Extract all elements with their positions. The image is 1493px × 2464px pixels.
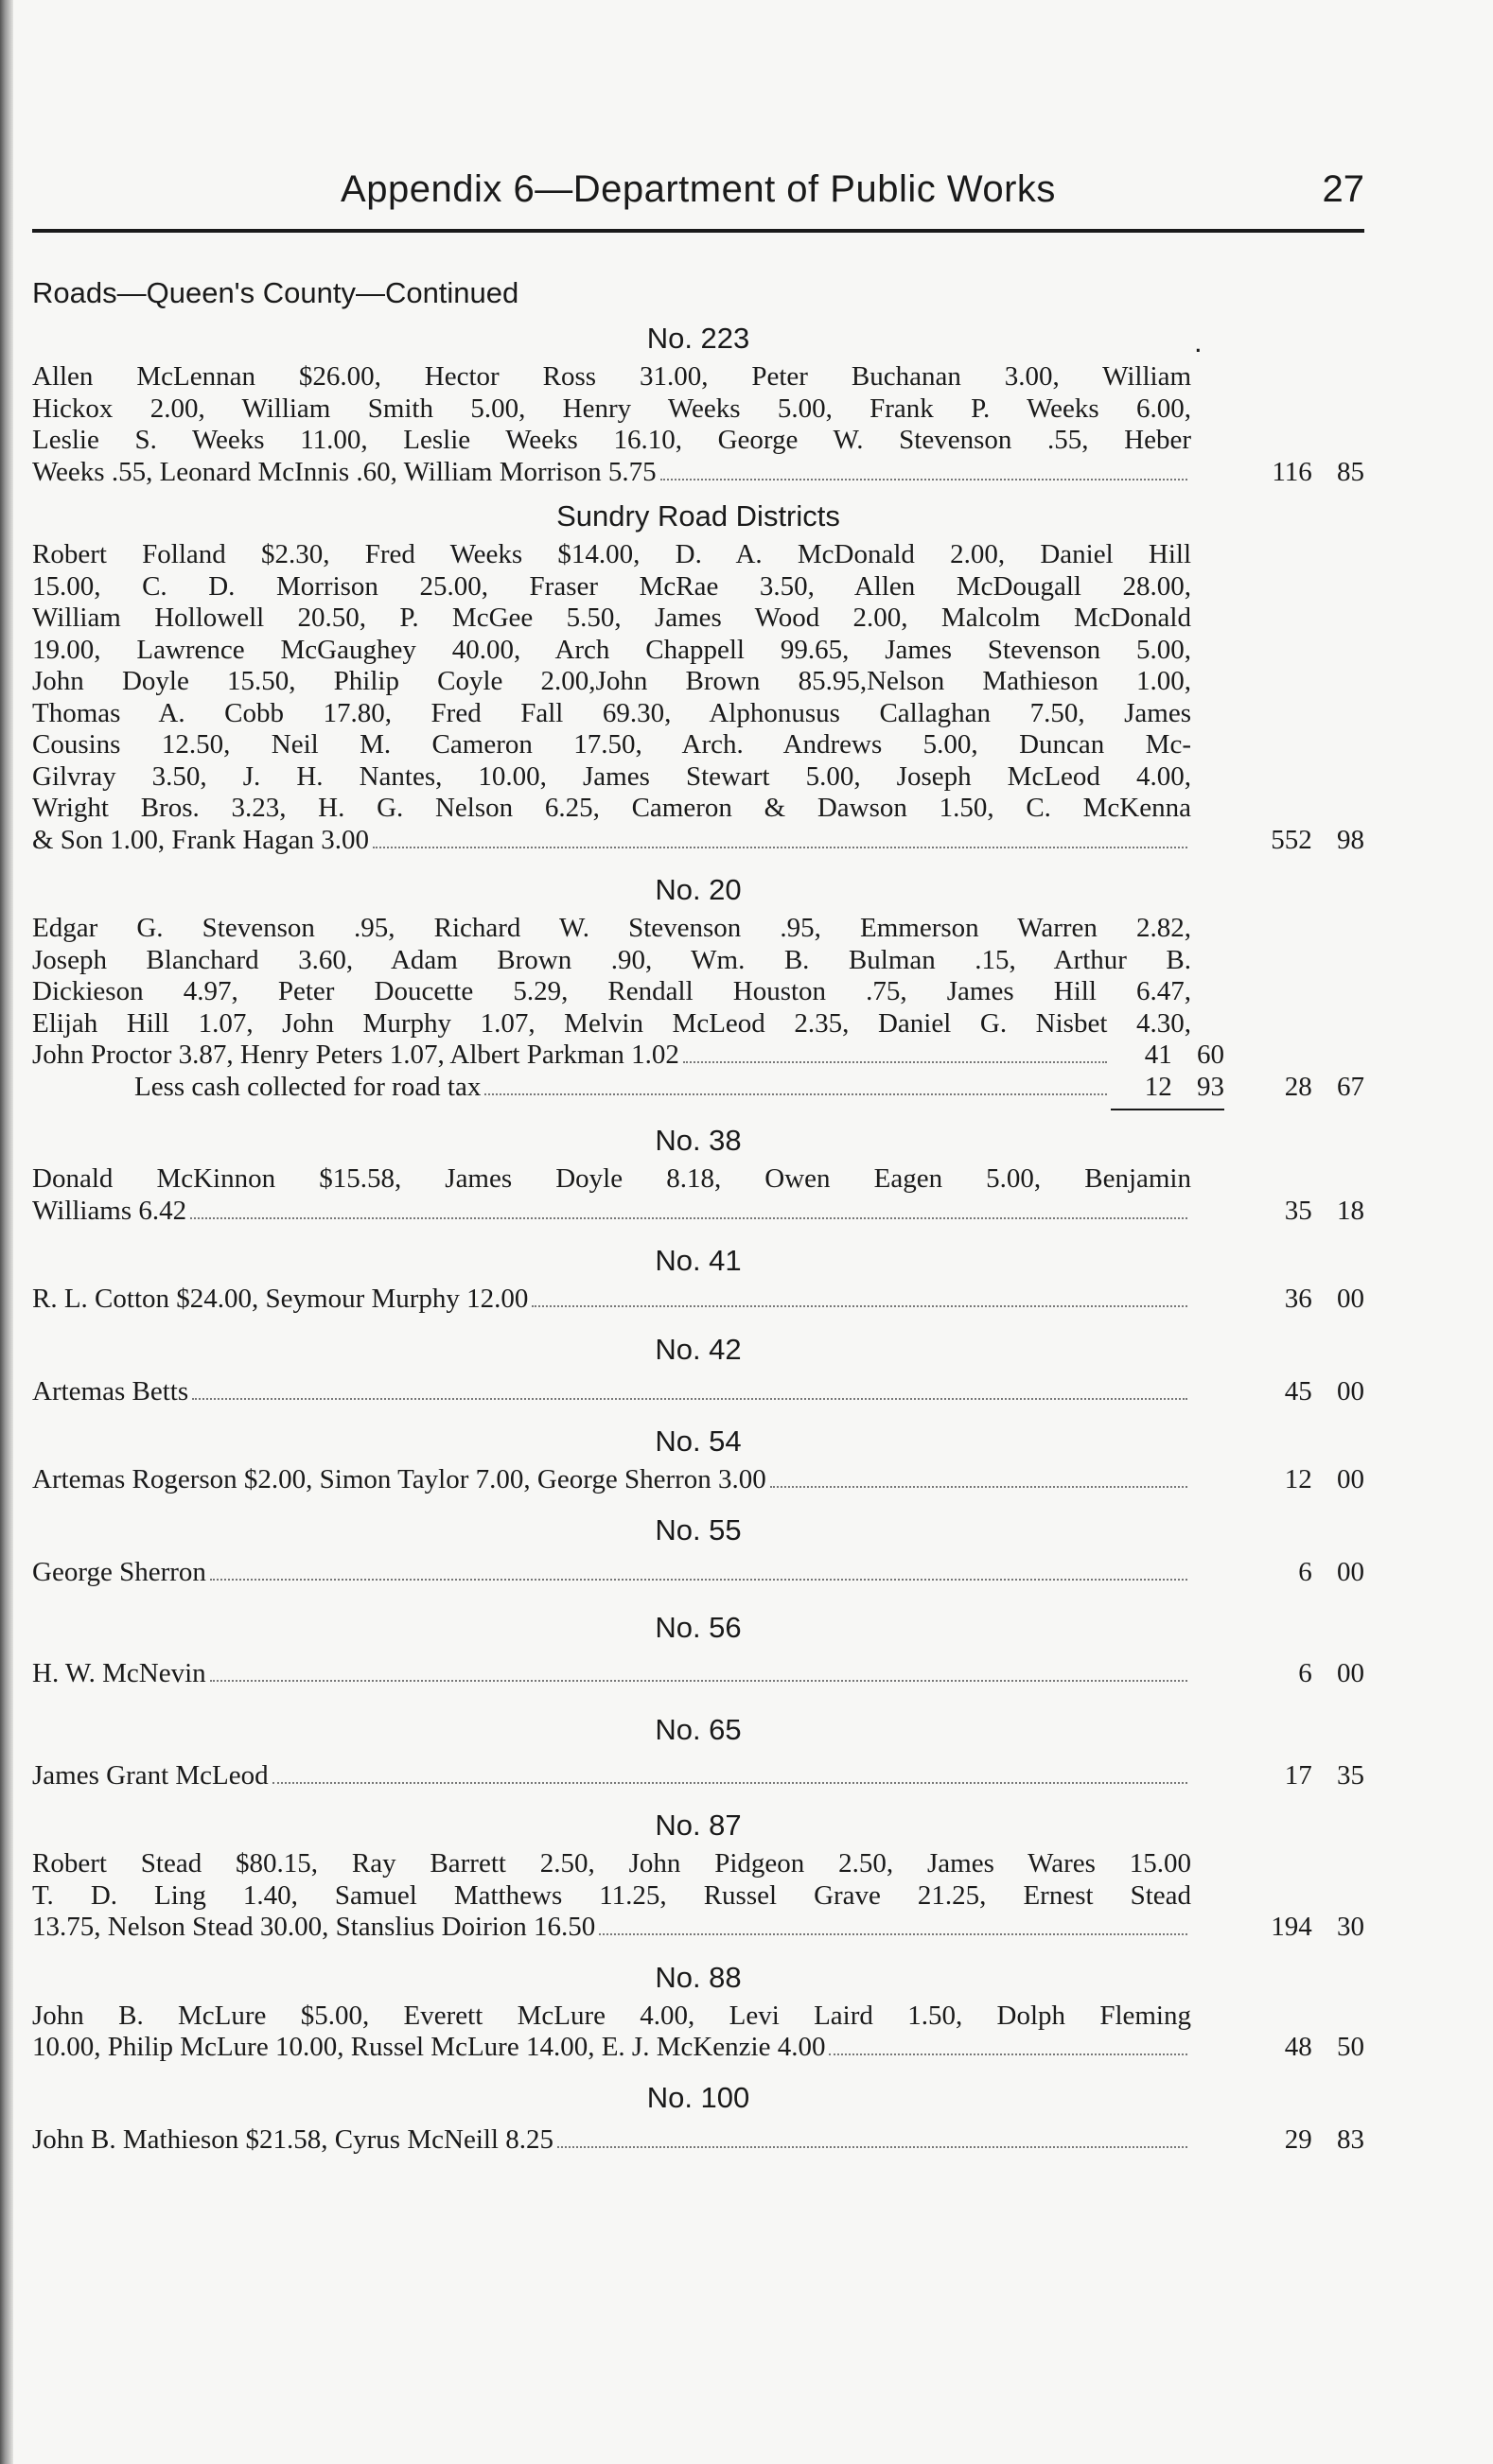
entry-total-row [32, 1284, 1364, 1316]
entry-last-line: John B. Mathieson $21.58, Cyrus McNeill 8.25 [32, 2123, 553, 2155]
subtotal-amount: 41 60 [1144, 1040, 1224, 1070]
entry-last-line: Weeks .55, Leonard McInnis .60, William Morrison 5.75 [32, 456, 657, 487]
entry-total-row [32, 825, 1364, 857]
amount: 35 18 [1284, 1195, 1364, 1226]
entry-line: Joseph Blanchard 3.60, Adam Brown .90, Wm. B. Bulman .15, Arthur B. [32, 944, 1191, 975]
entry-total-row [32, 2124, 1364, 2157]
entry-total-row [32, 1760, 1364, 1792]
entry-line: Elijah Hill 1.07, John Murphy 1.07, Melvin McLeod 2.35, Daniel G. Nisbet 4.30, [32, 1007, 1191, 1039]
entry-total-row [32, 2032, 1364, 2064]
entry-line: John Doyle 15.50, Philip Coyle 2.00,John Brown 85.95,Nelson Mathieson 1.00, [32, 666, 1191, 696]
entry-total-row [32, 1912, 1364, 1944]
leader-dots [210, 1579, 1187, 1581]
entry-line: Thomas A. Cobb 17.80, Fred Fall 69.30, Alphonusus Callaghan 7.50, James [32, 697, 1191, 728]
stray-mark: . [1194, 325, 1203, 358]
entry-last-line: H. W. McNevin [32, 1658, 206, 1688]
entry-last-line: Artemas Rogerson $2.00, Simon Taylor 7.00, George Sherron 3.00 [32, 1464, 766, 1494]
header-rule [32, 229, 1364, 233]
document-page [32, 151, 1364, 2156]
entry-last-line: John Proctor 3.87, Henry Peters 1.07, Albert Parkman 1.02 [32, 1040, 679, 1070]
entry-total-row [32, 1658, 1364, 1690]
entry-line: 19.00, Lawrence McGaughey 40.00, Arch Chappell 99.65, James Stevenson 5.00, [32, 634, 1191, 665]
leader-dots [532, 1305, 1187, 1307]
district-heading: No. 88 [655, 1960, 742, 1994]
deduction-label: Less cash collected for road tax [134, 1071, 482, 1102]
district-heading: No. 100 [646, 2080, 750, 2114]
entry-line: William Hollowell 20.50, P. McGee 5.50, James Wood 2.00, Malcolm McDonald [32, 603, 1191, 633]
entry-total-row [32, 1196, 1364, 1228]
leader-dots [599, 1933, 1187, 1935]
leader-dots [272, 1782, 1187, 1784]
amount: 116 85 [1272, 456, 1364, 487]
district-heading: No. 65 [655, 1712, 742, 1746]
amount: 194 30 [1271, 1912, 1364, 1942]
entry-line: Leslie S. Weeks 11.00, Leslie Weeks 16.10, George W. Stevenson .55, Heber [32, 425, 1191, 455]
entry-last-line: Artemas Betts [32, 1375, 189, 1407]
district-heading: No. 54 [655, 1424, 742, 1458]
entry-line: T. D. Ling 1.40, Samuel Matthews 11.25, Russel Grave 21.25, Ernest Stead [32, 1879, 1191, 1911]
entry-last-line: James Grant McLeod [32, 1759, 269, 1791]
district-heading: No. 56 [655, 1611, 742, 1644]
heading-text: No. 223 [646, 322, 750, 355]
district-heading: No. 42 [655, 1332, 742, 1366]
amount: 17 35 [1284, 1759, 1364, 1791]
district-heading: No. 87 [655, 1809, 742, 1842]
leader-dots [557, 2146, 1187, 2148]
entry-last-line: Williams 6.42 [32, 1195, 187, 1226]
leader-dots [683, 1061, 1107, 1063]
subtotal-rule [1111, 1109, 1224, 1110]
entry-line: Robert Stead $80.15, Ray Barrett 2.50, John Pidgeon 2.50, James Wares 15.00 [32, 1848, 1191, 1879]
entry-line: Robert Folland $2.30, Fred Weeks $14.00, D. A. McDonald 2.00, Daniel Hill [32, 539, 1191, 569]
deduction-amount: 12 93 [1144, 1071, 1224, 1102]
entry-last-line: 10.00, Philip McLure 10.00, Russel McLure 14.00, E. J. McKenzie 4.00 [32, 2032, 826, 2062]
entry-line: Allen McLennan $26.00, Hector Ross 31.00, Peter Buchanan 3.00, William [32, 361, 1191, 392]
amount: 6 00 [1298, 1556, 1364, 1587]
leader-dots [770, 1486, 1187, 1488]
entry-line: Hickox 2.00, William Smith 5.00, Henry Weeks 5.00, Frank P. Weeks 6.00, [32, 393, 1191, 424]
district-heading [32, 322, 1364, 356]
entry-line: 15.00, C. D. Morrison 25.00, Fraser McRae 3.50, Allen McDougall 28.00, [32, 570, 1191, 602]
amount: 36 00 [1284, 1284, 1364, 1314]
deduction-row [32, 1072, 1364, 1104]
district-heading: Sundry Road Districts [556, 499, 840, 533]
leader-dots [660, 479, 1187, 481]
amount: 29 83 [1284, 2123, 1364, 2155]
page-number: 27 [1322, 168, 1364, 210]
entry-last-line: R. L. Cotton $24.00, Seymour Murphy 12.00 [32, 1284, 529, 1314]
amount: 12 00 [1284, 1464, 1364, 1494]
district-heading: No. 20 [655, 873, 742, 906]
leader-dots [190, 1217, 1187, 1219]
book-spine-shadow [0, 0, 13, 2464]
leader-dots [210, 1680, 1187, 1682]
amount: 28 67 [1284, 1071, 1364, 1102]
running-title: Appendix 6—Department of Public Works [341, 168, 1056, 210]
entry-total-row [32, 1464, 1364, 1496]
district-heading: No. 55 [655, 1512, 742, 1547]
entry-line: Donald McKinnon $15.58, James Doyle 8.18, Owen Eagen 5.00, Benjamin [32, 1163, 1191, 1194]
amount: 48 50 [1284, 2032, 1364, 2062]
entry-total-row [32, 1557, 1364, 1589]
section-title: Roads—Queen's County—Continued [32, 276, 519, 309]
entry-total-row [32, 457, 1364, 489]
entry-line: Gilvray 3.50, J. H. Nantes, 10.00, James Stewart 5.00, Joseph McLeod 4.00, [32, 760, 1191, 792]
amount: 45 00 [1284, 1375, 1364, 1407]
leader-dots [192, 1398, 1187, 1400]
entry-line: Edgar G. Stevenson .95, Richard W. Stevenson .95, Emmerson Warren 2.82, [32, 913, 1191, 943]
district-heading: No. 41 [655, 1244, 742, 1277]
entry-last-line: George Sherron [32, 1556, 206, 1587]
entry-last-line: & Son 1.00, Frank Hagan 3.00 [32, 824, 370, 855]
subtotal-row [32, 1040, 1364, 1072]
entry-line: Cousins 12.50, Neil M. Cameron 17.50, Arch. Andrews 5.00, Duncan Mc- [32, 729, 1191, 760]
page-header [32, 151, 1364, 227]
entry-total-row [32, 1376, 1364, 1408]
amount: 6 00 [1298, 1658, 1364, 1688]
leader-dots [373, 847, 1187, 848]
leader-dots [484, 1093, 1107, 1095]
entry-last-line: 13.75, Nelson Stead 30.00, Stanslius Doirion 16.50 [32, 1912, 596, 1942]
amount: 552 98 [1271, 824, 1364, 855]
entry-line: Wright Bros. 3.23, H. G. Nelson 6.25, Cameron & Dawson 1.50, C. McKenna [32, 793, 1191, 823]
entry-line: Dickieson 4.97, Peter Doucette 5.29, Rendall Houston .75, James Hill 6.47, [32, 976, 1191, 1006]
entry-line: John B. McLure $5.00, Everett McLure 4.00, Levi Laird 1.50, Dolph Fleming [32, 2000, 1191, 2031]
leader-dots [829, 2053, 1187, 2055]
district-heading: No. 38 [655, 1124, 742, 1157]
